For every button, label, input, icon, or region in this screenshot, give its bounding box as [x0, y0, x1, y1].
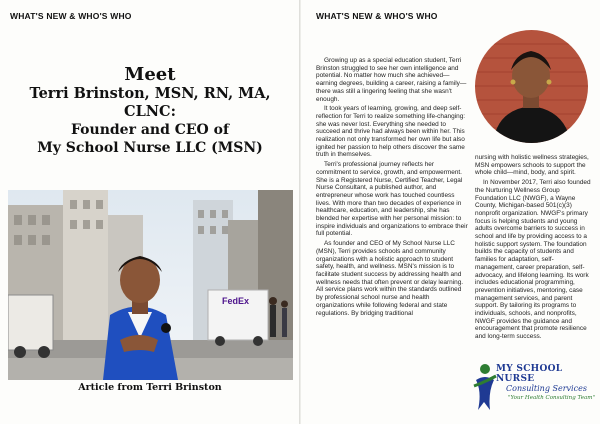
fedex-sign	[222, 296, 249, 306]
headline-name-line1: Terri Brinston, MSN, RN, MA,	[29, 85, 271, 102]
author-portrait-illustration	[475, 30, 588, 143]
left-section-label: WHAT'S NEW & WHO'S WHO	[10, 11, 132, 21]
logo-title: MY SCHOOL NURSE	[496, 364, 563, 384]
column1-paragraph-2: It took years of learning, growing, and deep self-reflection for Terri to realize something life-changing: she was never lost. Everything she needed to succeed and thrive had always been within her. This realization not only transformed her own life but also ignited her passion to help others discover the same truth in themselves.	[316, 105, 466, 159]
headline-meet: Meet	[124, 64, 176, 85]
logo-subtitle: Consulting Services	[506, 384, 587, 393]
street-photo	[8, 190, 293, 380]
headline-name-line2: CLNC:	[124, 103, 176, 120]
author-portrait	[475, 30, 588, 143]
msn-logo-text	[496, 364, 597, 402]
msn-logo	[472, 360, 597, 418]
article-column-1	[316, 57, 468, 317]
page-gutter	[299, 0, 301, 424]
column2-paragraph-1: nursing with holistic wellness strategies, MSN empowers schools to support the whole child—mind, body, and spirit.	[475, 154, 589, 177]
street-photo-illustration	[8, 190, 293, 380]
article-headline	[0, 64, 300, 157]
column1-paragraph-1: Growing up as a special education student, Terri Brinston struggled to see her own intelligence and potential. No matter how much she achieved—earning degrees, building a career, raising a family—there was still a lingering feeling that she wasn't enough.	[316, 57, 467, 103]
headline-role-line1: Founder and CEO of	[71, 122, 229, 138]
photo-caption: Article from Terri Brinston	[78, 382, 222, 393]
msn-figure-icon	[472, 362, 498, 412]
fedex-sign-text: FedEx	[222, 296, 250, 306]
right-section-label: WHAT'S NEW & WHO'S WHO	[316, 11, 438, 21]
logo-tagline: "Your Health Consulting Team"	[508, 395, 595, 401]
column1-paragraph-3: Terri's professional journey reflects her commitment to service, growth, and empowerment. She is a Registered Nurse, Certified Teacher, Legal Nurse Consultant, a published author, and entrepreneur whose work has touched countless lives. With more than two decades of experience in healthcare, education, and leadership, she has blended her expertise with her personal mission: to inspire individuals and organizations to embrace their full potential.	[316, 161, 468, 238]
headline-role-line2: My School Nurse LLC (MSN)	[37, 140, 263, 156]
column1-paragraph-4: As founder and CEO of My School Nurse LLC (MSN), Terri provides schools and community organizations with a holistic approach to student safety, health, and wellness. MSN's mission is to facilitate student success by addressing health and wellness needs that often prevent or delay learning. All service plans work within the standards outlined by professional school nurse and health organizations while following federal and state regulations. By bridging traditional	[316, 240, 464, 317]
column2-paragraph-2: In November 2017, Terri also founded the Nurturing Wellness Group Foundation LLC (NWGF), a Wayne County, Michigan-based 501(c)(3) nonprofit organization. NWGF's primary focus is helping students and young adults overcome barriers to success in school and life by providing access to a holistic support system. The foundation builds the capacity of students and families for adaptation, self-management, career preparation, self-advocacy, and lifelong learning. Its work includes educational programming, prevention initiatives, mentoring, case management services, and parent support. By tailoring its programs to individuals, schools, and nonprofits, NWGF provides the guidance and encouragement that promote resilience and long-term success.	[475, 179, 591, 341]
article-column-2	[475, 154, 592, 341]
